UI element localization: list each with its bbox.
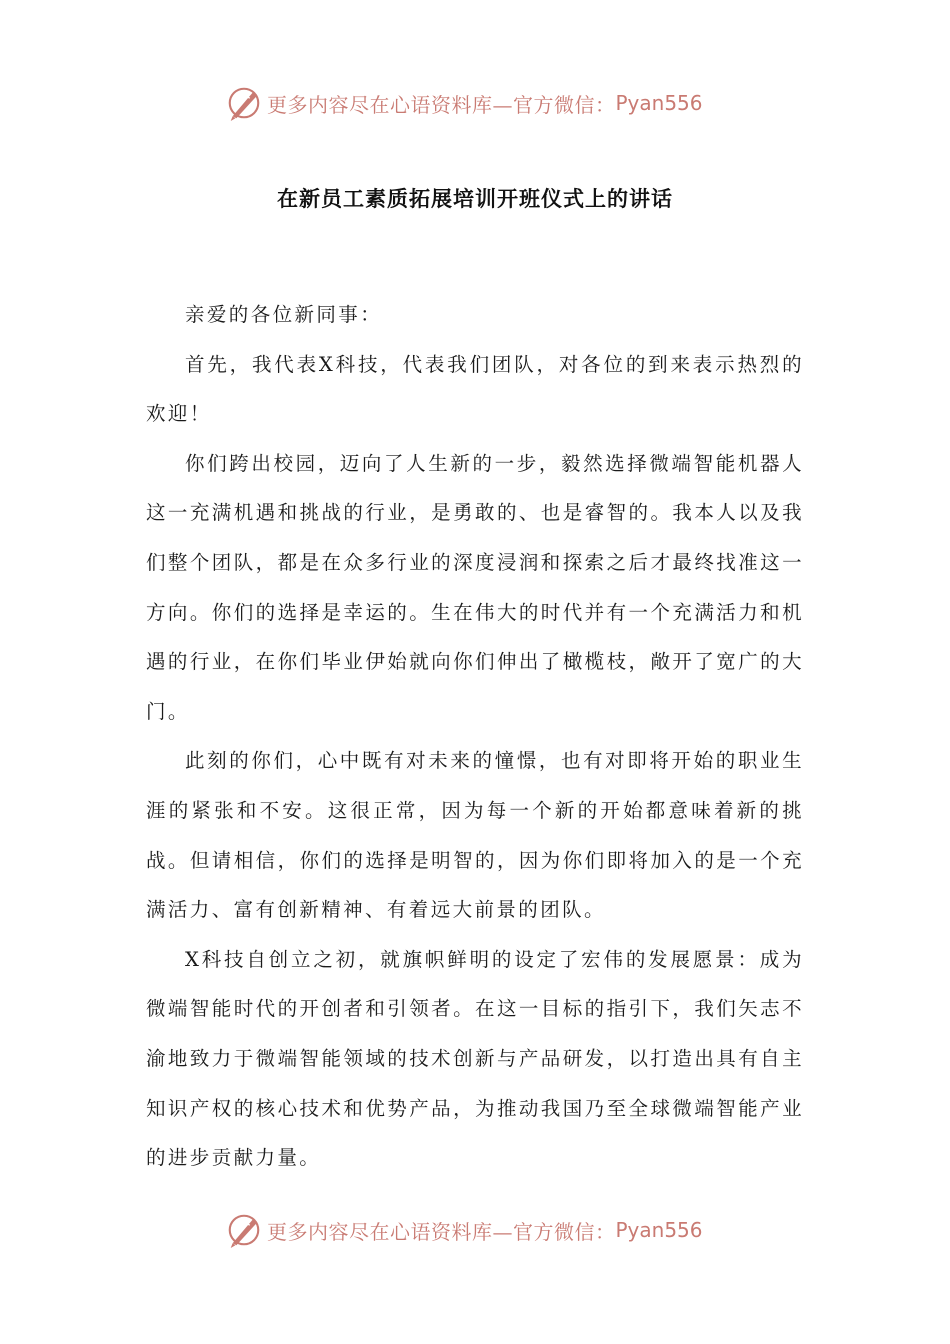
paragraph: X科技自创立之初，就旗帜鲜明的设定了宏伟的发展愿景：成为微端智能时代的开创者和引领者。在这一目标的指引下，我们矢志不渝地致力于微端智能领域的技术创新与产品研发，以打造出具有自主知识产权的核心技术和优势产品，为推动我国乃至全球微端智能产业的进步贡献力量。 xyxy=(146,947,804,1170)
footer-banner xyxy=(225,1207,745,1253)
paragraph: 首先，我代表X科技，代表我们团队，对各位的到来表示热烈的欢迎！ xyxy=(146,352,804,426)
paragraph: 此刻的你们，心中既有对未来的憧憬，也有对即将开始的职业生涯的紧张和不安。这很正常，因为每一个新的开始都意味着新的挑战。但请相信，你们的选择是明智的，因为你们即将加入的是一个充满活力、富有创新精神、有着远大前景的团队。 xyxy=(146,749,804,922)
pen-logo-icon xyxy=(225,84,263,122)
salutation: 亲爱的各位新同事： xyxy=(185,303,383,326)
document-body xyxy=(146,290,804,1183)
document-title: 在新员工素质拓展培训开班仪式上的讲话 xyxy=(277,186,673,211)
wechat-id: Pyan556 xyxy=(615,1218,703,1242)
wechat-id: Pyan556 xyxy=(615,91,703,115)
paragraph: 你们跨出校园，迈向了人生新的一步，毅然选择微端智能机器人这一充满机遇和挑战的行业，是勇敢的、也是睿智的。我本人以及我们整个团队，都是在众多行业的深度浸润和探索之后才最终找准这一方向。你们的选择是幸运的。生在伟大的时代并有一个充满活力和机遇的行业，在你们毕业伊始就向你们伸出了橄榄枝，敞开了宽广的大门。 xyxy=(146,451,804,723)
header-banner xyxy=(225,80,745,126)
banner-text: 更多内容尽在心语资料库—官方微信： xyxy=(267,1219,616,1244)
banner-text: 更多内容尽在心语资料库—官方微信： xyxy=(267,92,616,117)
pen-logo-icon xyxy=(225,1211,263,1249)
